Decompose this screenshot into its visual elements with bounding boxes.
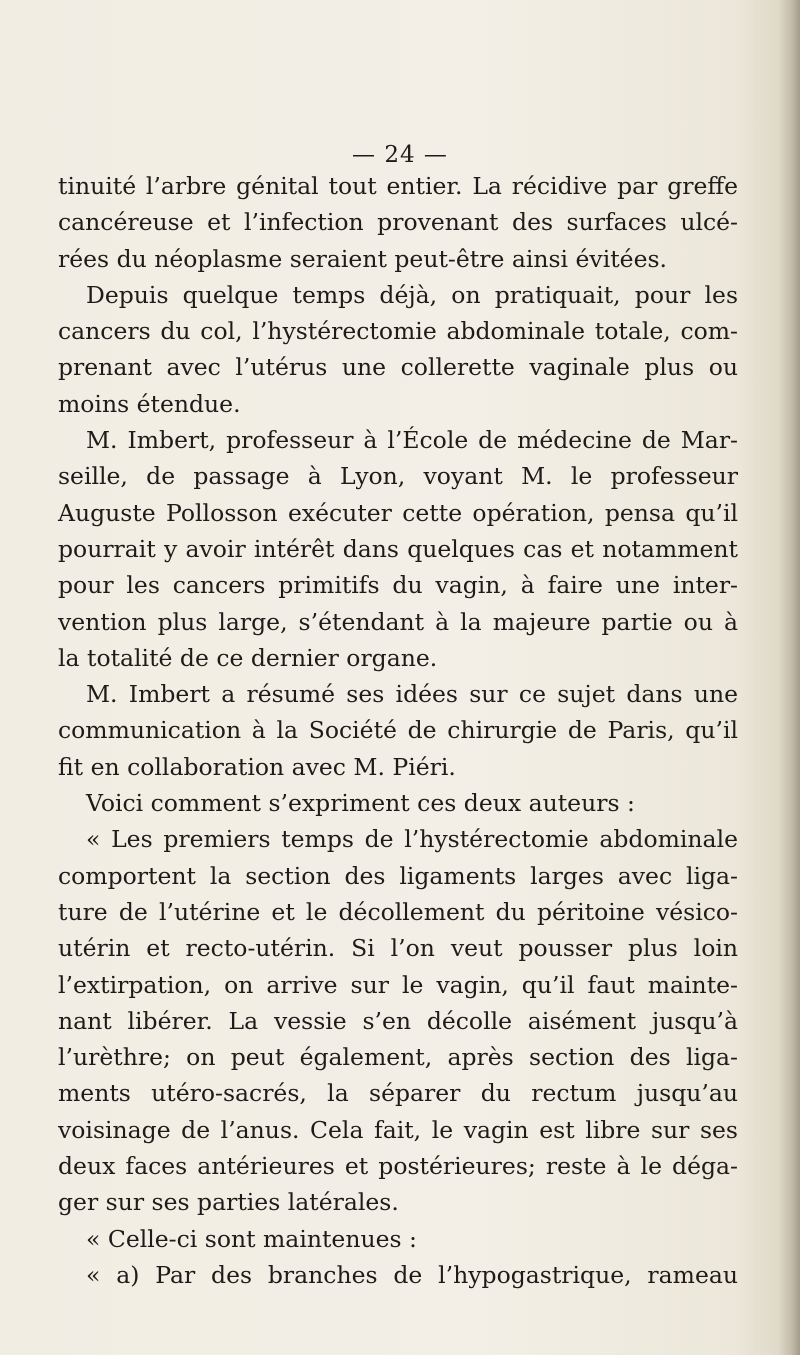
text-line: pourrait y avoir intérêt dans quelques cas et notamment	[58, 534, 738, 563]
text-line: voisinage de l’anus. Cela fait, le vagin est libre sur ses	[58, 1115, 738, 1144]
text-line: « Celle-ci sont maintenues :	[86, 1224, 417, 1253]
text-line: Voici comment s’expriment ces deux auteurs :	[86, 789, 635, 818]
text-line: deux faces antérieures et postérieures; reste à le déga-	[58, 1152, 738, 1181]
text-line: moins étendue.	[58, 389, 241, 418]
text-line: comportent la section des ligaments larges avec liga-	[58, 861, 738, 890]
text-line: « a) Par des branches de l’hypogastrique, rameau	[86, 1260, 738, 1289]
text-line: cancers du col, l’hystérectomie abdominale totale, com-	[58, 317, 738, 346]
text-line: seille, de passage à Lyon, voyant M. le professeur	[58, 462, 738, 491]
text-line: communication à la Société de chirurgie de Paris, qu’il	[58, 716, 738, 745]
text-line: fit en collaboration avec M. Piéri.	[58, 752, 456, 781]
text-line: Depuis quelque temps déjà, on pratiquait, pour les	[86, 280, 738, 309]
text-line: « Les premiers temps de l’hystérectomie abdominale	[86, 825, 738, 854]
text-line: pour les cancers primitifs du vagin, à faire une inter-	[58, 571, 738, 600]
text-line: vention plus large, s’étendant à la majeure partie ou à	[58, 607, 738, 636]
text-line: l’urèthre; on peut également, après section des liga-	[58, 1043, 738, 1072]
text-line: M. Imbert a résumé ses idées sur ce sujet dans une	[86, 680, 738, 709]
text-line: nant libérer. La vessie s’en décolle aisément jusqu’à	[58, 1006, 738, 1035]
page-edge-shadow	[778, 0, 800, 1355]
text-line: prenant avec l’utérus une collerette vaginale plus ou	[58, 353, 738, 382]
text-line: cancéreuse et l’infection provenant des surfaces ulcé-	[58, 208, 738, 237]
body-text	[58, 168, 738, 1293]
page-number: — 24 —	[352, 142, 448, 168]
text-line: ments utéro-sacrés, la séparer du rectum jusqu’au	[58, 1079, 738, 1108]
text-line: l’extirpation, on arrive sur le vagin, qu’il faut mainte-	[58, 970, 738, 999]
text-line: la totalité de ce dernier organe.	[58, 643, 438, 672]
text-line: rées du néoplasme seraient peut-être ainsi évitées.	[58, 244, 668, 273]
text-line: ture de l’utérine et le décollement du péritoine vésico-	[58, 897, 738, 926]
text-line: tinuité l’arbre génital tout entier. La récidive par greffe	[58, 172, 738, 200]
text-line: M. Imbert, professeur à l’École de médecine de Mar-	[86, 426, 738, 455]
text-line: Auguste Pollosson exécuter cette opération, pensa qu’il	[58, 498, 738, 527]
text-line: utérin et recto-utérin. Si l’on veut pousser plus loin	[58, 934, 738, 963]
text-line: ger sur ses parties latérales.	[58, 1188, 399, 1217]
